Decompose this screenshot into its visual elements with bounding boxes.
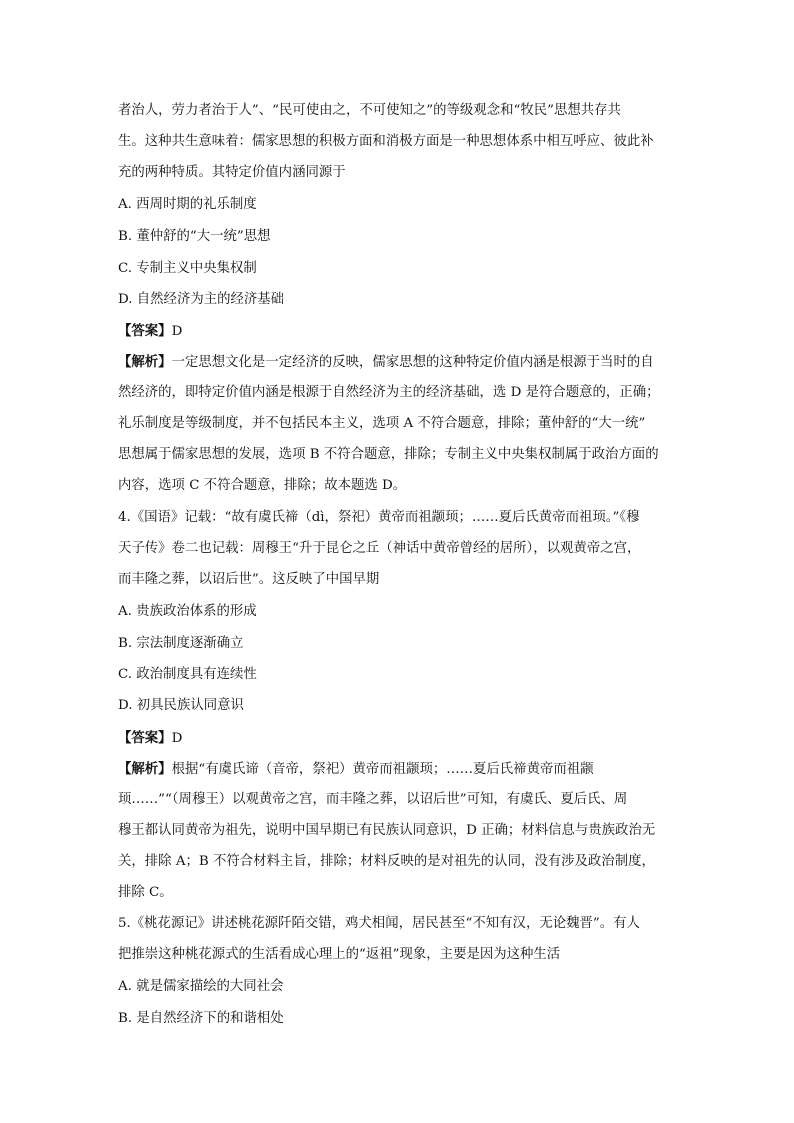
q4-answer-value: D	[171, 731, 183, 746]
q3-answer-value: D	[171, 324, 183, 339]
q5-stem-line-2: 把推崇这种桃花源式的生活看成心理上的“返祖”现象，主要是因为这种生活	[118, 947, 561, 962]
q3-analysis-line-4: 思想属于儒家思想的发展，选项 B 不符合题意，排除；专制主义中央集权制属于政治方面的	[118, 447, 659, 462]
q3-analysis-line-2: 然经济的，即特定价值内涵是根源于自然经济为主的经济基础，选 D 是符合题意的，正确；	[118, 385, 660, 400]
q4-option-c: C. 政治制度具有连续性	[118, 667, 257, 682]
q4-analysis-line-1	[118, 759, 678, 780]
q3-stem-line-2: 生。这种共生意味着：儒家思想的积极方面和消极方面是一种思想体系中相互呼应、彼此补	[118, 134, 654, 149]
q4-analysis-label: 【解析】	[118, 761, 172, 777]
q3-analysis-line-3: 礼乐制度是等级制度，并不包括民本主义，选项 A 不符合题意，排除；董仲舒的“大一统”	[118, 416, 646, 431]
q5-option-a: A. 就是儒家描绘的大同社会	[118, 979, 284, 994]
q5-option-b: B. 是自然经济下的和谐相处	[118, 1011, 284, 1026]
q3-option-c: C. 专制主义中央集权制	[118, 261, 257, 276]
q4-analysis-line-2: 顼……”“（周穆王）以观黄帝之宫，而丰隆之葬，以诏后世”可知，有虞氏、夏后氏、周	[118, 792, 628, 807]
q3-analysis-first: 一定思想文化是一定经济的反映，儒家思想的这种特定价值内涵是根源于当时的自	[171, 355, 654, 370]
q4-analysis-first: 根据“有虞氏谛（音帝，祭祀）黄帝而祖颛顼；……夏后氏禘黄帝而祖颛	[171, 762, 594, 777]
q3-option-d: D. 自然经济为主的经济基础	[118, 292, 285, 307]
q3-analysis-line-5: 内容，选项 C 不符合题意，排除；故本题选 D。	[118, 478, 407, 493]
q4-analysis-line-5: 排除 C。	[118, 885, 173, 900]
q4-stem-line-1: 4.《国语》记载：“故有虞氏禘（dì，祭祀）黄帝而祖颛顼；……夏后氏黄帝而祖顼。”《穆	[118, 510, 640, 525]
q3-analysis-line-1	[118, 352, 678, 373]
q4-option-a: A. 贵族政治体系的形成	[118, 604, 257, 619]
q3-answer	[118, 321, 678, 342]
q3-option-a: A. 西周时期的礼乐制度	[118, 197, 257, 212]
q4-option-d: D. 初具民族认同意识	[118, 698, 244, 713]
q4-stem-line-2: 天子传》卷二也记载：周穆王“升于昆仑之丘（神话中黄帝曾经的居所），以观黄帝之宫，	[118, 541, 641, 556]
q4-option-b: B. 宗法制度逐渐确立	[118, 636, 244, 651]
q4-stem-line-3: 而丰隆之葬，以诏后世”。这反映了中国早期	[118, 572, 380, 587]
q4-answer-label: 【答案】	[118, 730, 172, 746]
q4-answer	[118, 728, 678, 749]
q4-analysis-line-3: 穆王都认同黄帝为祖先，说明中国早期已有民族认同意识，D 正确；材料信息与贵族政治无	[118, 823, 656, 838]
q3-option-b: B. 董仲舒的“大一统”思想	[118, 229, 271, 244]
q3-stem-line-1: 者治人，劳力者治于人”、“民可使由之，不可使知之”的等级观念和“牧民”思想共存共	[118, 103, 621, 118]
q3-analysis-label: 【解析】	[118, 354, 172, 370]
q5-stem-line-1: 5.《桃花源记》讲述桃花源阡陌交错，鸡犬相闻，居民甚至“不知有汉，无论魏晋”。有人	[118, 916, 640, 931]
q4-analysis-line-4: 关，排除 A；B 不符合材料主旨，排除；材料反映的是对祖先的认同，没有涉及政治制度，	[118, 854, 655, 869]
q3-answer-label: 【答案】	[118, 323, 172, 339]
q3-stem-line-3: 充的两种特质。其特定价值内涵同源于	[118, 165, 346, 180]
